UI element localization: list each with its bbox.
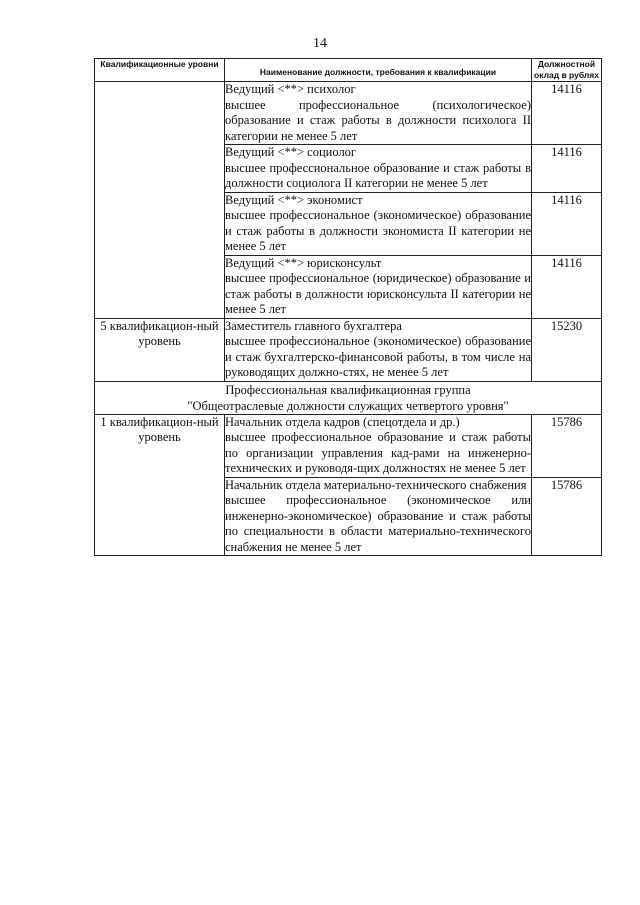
salary-cell: 14116: [532, 145, 602, 193]
group-row: [95, 381, 602, 414]
table-row: [95, 414, 602, 477]
header-position-requirements: Наименование должности, требования к квалификации: [225, 59, 532, 82]
position-title: Ведущий <**> экономист: [225, 192, 363, 207]
qualification-table: [94, 58, 602, 556]
position-cell: [225, 192, 532, 255]
position-title: Ведущий <**> юрисконсульт: [225, 255, 382, 270]
table-row: [95, 318, 602, 381]
level-cell: 5 квалификацион-ный уровень: [95, 318, 225, 381]
position-cell: [225, 477, 532, 556]
table-row: [95, 82, 602, 145]
header-qualification-levels: Квалификационные уровни: [95, 59, 225, 82]
salary-cell: 15230: [532, 318, 602, 381]
position-title: Ведущий <**> социолог: [225, 145, 357, 159]
position-requirements: высшее профессиональное образование и стаж работы в должности социолога II категории не менее 5 лет: [225, 160, 531, 190]
page-number: 14: [313, 36, 327, 51]
level-cell: 1 квалификацион-ный уровень: [95, 414, 225, 556]
salary-cell: 14116: [532, 82, 602, 145]
position-requirements: высшее профессиональное (экономическое) образование и стаж работы в должности экономиста II категории не менее 5 лет: [225, 208, 531, 253]
position-requirements: высшее профессиональное (экономическое) образование и стаж бухгалтерско-финансовой работы, в том числе на руководящих должно-стях, не менее 5 лет: [225, 334, 531, 379]
salary-cell: 15786: [532, 414, 602, 477]
position-title: Ведущий <**> психолог: [225, 82, 356, 96]
position-cell: [225, 255, 532, 318]
position-title: Заместитель главного бухгалтера: [225, 318, 402, 333]
salary-cell: 15786: [532, 477, 602, 556]
group-heading-cell: [95, 381, 602, 414]
position-title: Начальник отдела материально-технического снабжения: [225, 477, 527, 492]
position-requirements: высшее профессиональное (экономическое или инженерно-экономическое) образование и стаж работы по специальности в области материально-технического снабжения не менее 5 лет: [225, 493, 531, 554]
position-title: Начальник отдела кадров (спецотдела и др.): [225, 414, 460, 429]
group-heading-line2: "Общеотраслевые должности служащих четвертого уровня": [187, 398, 509, 413]
group-heading-line1: Профессиональная квалификационная группа: [225, 382, 471, 397]
salary-cell: 14116: [532, 255, 602, 318]
position-cell: [225, 145, 532, 193]
salary-cell: 14116: [532, 192, 602, 255]
position-requirements: высшее профессиональное (психологическое) образование и стаж работы в должности психолога II категории не менее 5 лет: [225, 97, 531, 143]
table-header-row: [95, 59, 602, 82]
position-requirements: высшее профессиональное образование и стаж работы по организации управления кад-рами на инженерно-технических и руководя-щих должностях не менее 5 лет: [225, 430, 531, 475]
header-salary: Должностной оклад в рублях: [532, 59, 602, 82]
level-cell: [95, 82, 225, 319]
position-cell: [225, 414, 532, 477]
position-requirements: высшее профессиональное (юридическое) образование и стаж работы в должности юрисконсульта II категории не менее 5 лет: [225, 271, 531, 316]
position-cell: [225, 318, 532, 381]
position-cell: [225, 82, 532, 145]
